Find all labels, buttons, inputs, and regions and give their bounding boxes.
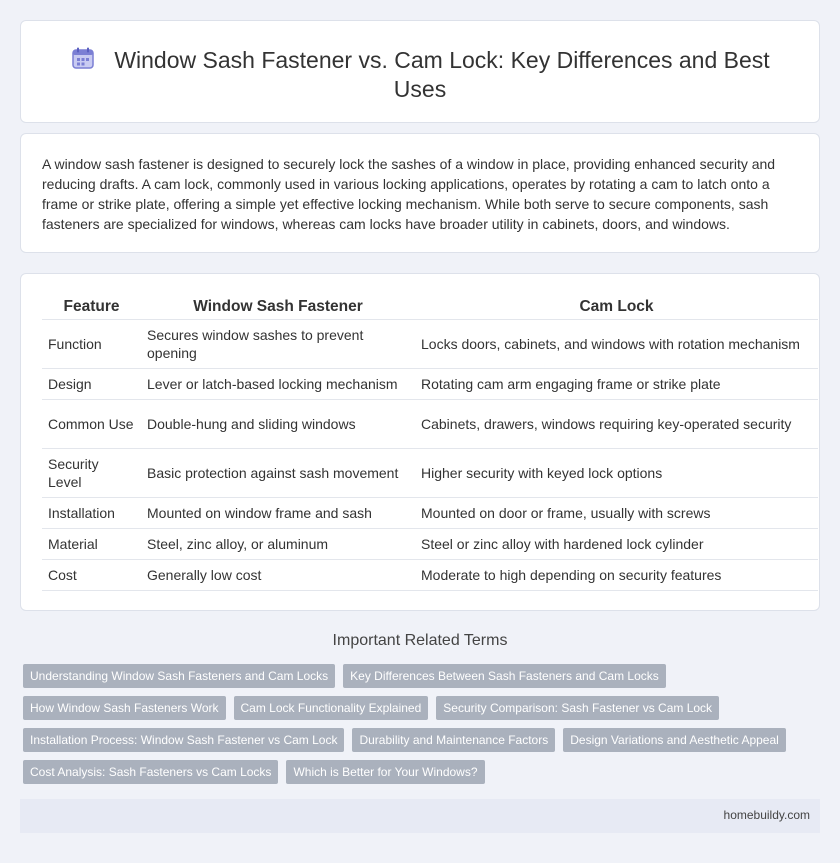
related-term-tag[interactable]: Durability and Maintenance Factors — [352, 728, 555, 752]
cell-cam: Locks doors, cabinets, and windows with rotation mechanism — [415, 319, 818, 368]
table-row — [42, 559, 818, 590]
cell-cam: Moderate to high depending on security features — [415, 559, 818, 590]
title-card — [20, 20, 820, 123]
cell-sash: Basic protection against sash movement — [141, 448, 415, 497]
related-term-tag[interactable]: Installation Process: Window Sash Fastener vs Cam Lock — [23, 728, 344, 752]
calendar-icon — [70, 45, 96, 71]
cell-feature: Installation — [42, 497, 141, 528]
cell-feature: Material — [42, 528, 141, 559]
cell-sash: Mounted on window frame and sash — [141, 497, 415, 528]
related-terms-tags — [23, 664, 813, 792]
table-row — [42, 319, 818, 368]
intro-card — [20, 133, 820, 253]
cell-cam: Mounted on door or frame, usually with screws — [415, 497, 818, 528]
page-title — [61, 45, 779, 104]
related-term-tag[interactable]: Design Variations and Aesthetic Appeal — [563, 728, 786, 752]
comparison-table — [42, 295, 818, 591]
comparison-card — [20, 273, 820, 611]
header-window-sash-fastener: Window Sash Fastener — [141, 295, 415, 319]
related-terms-title: Important Related Terms — [332, 632, 508, 649]
cell-feature: Design — [42, 368, 141, 399]
table-row — [42, 448, 818, 497]
cell-feature: Security Level — [42, 448, 141, 497]
cell-sash: Steel, zinc alloy, or aluminum — [141, 528, 415, 559]
tag-row — [23, 760, 813, 784]
header-feature: Feature — [42, 295, 141, 319]
cell-sash: Generally low cost — [141, 559, 415, 590]
tag-row — [23, 664, 813, 688]
cell-feature: Function — [42, 319, 141, 368]
table-row — [42, 497, 818, 528]
table-row — [42, 368, 818, 399]
table-row — [42, 528, 818, 559]
cell-feature: Cost — [42, 559, 141, 590]
site-name[interactable]: homebuildy.com — [723, 808, 810, 822]
cell-cam: Steel or zinc alloy with hardened lock cylinder — [415, 528, 818, 559]
cell-cam: Higher security with keyed lock options — [415, 448, 818, 497]
related-term-tag[interactable]: How Window Sash Fasteners Work — [23, 696, 226, 720]
table-row — [42, 399, 818, 448]
related-term-tag[interactable]: Key Differences Between Sash Fasteners and Cam Locks — [343, 664, 666, 688]
tag-row — [23, 728, 813, 752]
tag-row — [23, 696, 813, 720]
related-term-tag[interactable]: Cost Analysis: Sash Fasteners vs Cam Locks — [23, 760, 278, 784]
related-term-tag[interactable]: Understanding Window Sash Fasteners and Cam Locks — [23, 664, 335, 688]
page-title-text: Window Sash Fastener vs. Cam Lock: Key Differences and Best Uses — [114, 47, 770, 102]
cell-sash: Double-hung and sliding windows — [141, 399, 415, 448]
related-term-tag[interactable]: Cam Lock Functionality Explained — [234, 696, 429, 720]
cell-sash: Secures window sashes to prevent opening — [141, 319, 415, 368]
cell-feature: Common Use — [42, 399, 141, 448]
header-cam-lock: Cam Lock — [415, 295, 818, 319]
cell-cam: Cabinets, drawers, windows requiring key-operated security — [415, 399, 818, 448]
cell-sash: Lever or latch-based locking mechanism — [141, 368, 415, 399]
cell-cam: Rotating cam arm engaging frame or strike plate — [415, 368, 818, 399]
footer — [20, 799, 820, 833]
related-term-tag[interactable]: Security Comparison: Sash Fastener vs Cam Lock — [436, 696, 719, 720]
intro-paragraph: A window sash fastener is designed to securely lock the sashes of a window in place, providing enhanced security and reducing drafts. A cam lock, commonly used in various locking applications, operates by rotating a cam to latch onto a frame or strike plate, offering a simple yet effective locking mechanism. While both serve to secure components, sash fasteners are specialized for windows, whereas cam locks have broader utility in cabinets, doors, and windows. — [42, 156, 776, 232]
table-header-row — [42, 295, 818, 319]
related-term-tag[interactable]: Which is Better for Your Windows? — [286, 760, 484, 784]
